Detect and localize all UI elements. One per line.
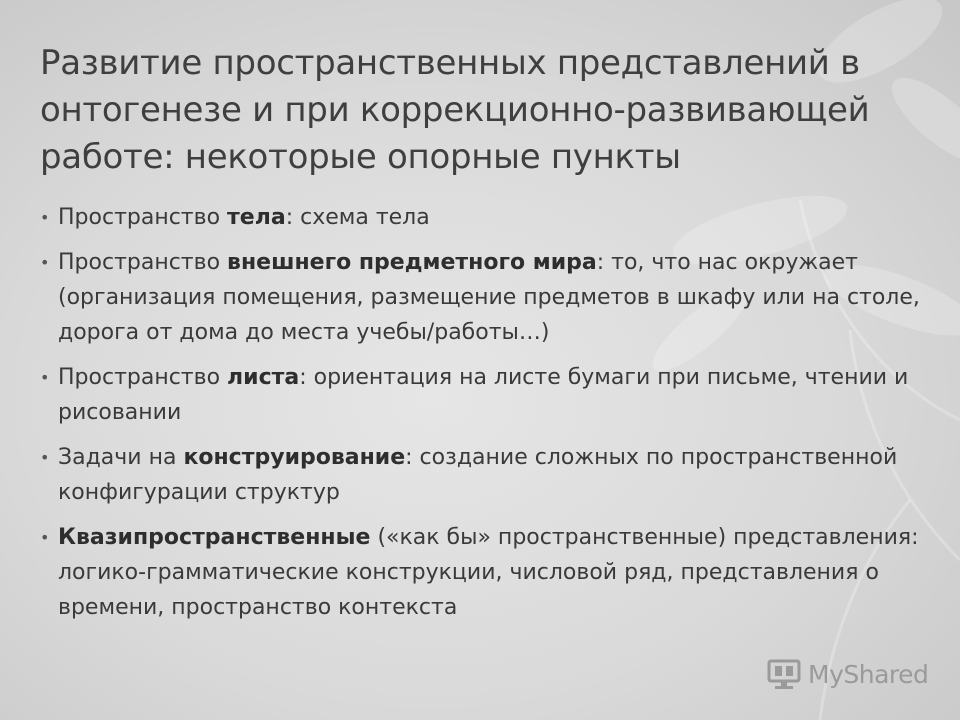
- bullet-text-post: («как бы» пространственные) представления: логико-грамматические конструкции, числовой ряд, представления о времени, пространство контекста: [58, 525, 919, 620]
- bullet-item-construction: [40, 440, 920, 510]
- bullet-text-post: : то, что нас окружает (организация помещения, размещение предметов в шкафу или на столе, дорога от дома до места учебы/работы…): [58, 250, 920, 345]
- bullet-item-body-space: [40, 200, 920, 235]
- bullet-item-external-world: [40, 245, 920, 350]
- bullet-marker: •: [40, 208, 50, 227]
- bullet-text-pre: Задачи на: [58, 445, 184, 470]
- bullet-text-pre: Пространство: [58, 205, 228, 230]
- bullet-marker: •: [40, 448, 50, 467]
- bullet-item-quasi-spatial: [40, 520, 920, 625]
- bullet-text-bold: внешнего предметного мира: [227, 250, 597, 275]
- bullet-text-bold: Квазипространственные: [58, 525, 371, 550]
- bullet-text-pre: Пространство: [58, 250, 228, 275]
- bullet-text-bold: листа: [227, 365, 300, 390]
- bullet-text-post: : создание сложных по пространственной конфигурации структур: [58, 445, 898, 505]
- bullet-item-sheet-space: [40, 360, 920, 430]
- bullet-text-bold: тела: [227, 205, 286, 230]
- slide-title: Развитие пространственных представлений в онтогенезе и при коррекционно-развивающей работе: некоторые опорные пункты: [40, 43, 870, 177]
- watermark-text: MyShared: [808, 659, 929, 689]
- bullet-text-post: : ориентация на листе бумаги при письме, чтении и рисовании: [58, 365, 909, 425]
- bullet-marker: •: [40, 368, 50, 387]
- bullet-text-pre: Пространство: [58, 365, 228, 390]
- bullet-marker: •: [40, 528, 50, 547]
- myshared-logo-icon: [766, 658, 802, 690]
- bullet-text-post: : схема тела: [285, 205, 430, 230]
- bullet-text-bold: конструирование: [183, 445, 406, 470]
- bullet-marker: •: [40, 253, 50, 272]
- bullet-list: [40, 200, 920, 635]
- myshared-watermark: [766, 656, 936, 692]
